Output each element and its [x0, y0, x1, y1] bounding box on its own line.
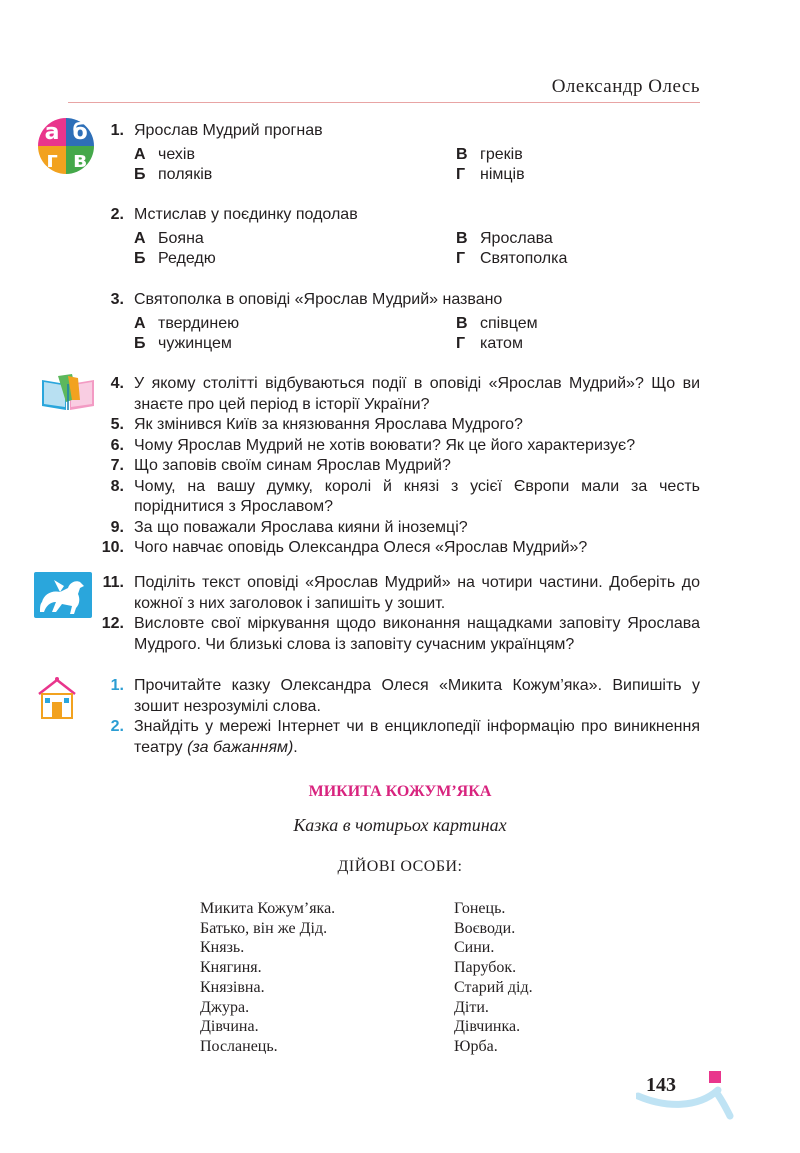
quiz-question [100, 205, 700, 269]
question-text: Ярослав Мудрий прогнав [134, 122, 323, 139]
letter-v-quadrant: в [66, 146, 94, 174]
cast-heading: ДІЙОВІ ОСОБИ: [337, 858, 463, 875]
list-item: 2. Знайдіть у мережі Інтернет чи в енциклопедії інформацію про виникнення театру (за бажанням). [110, 718, 700, 756]
list-item: 5. Як змінився Київ за князювання Ярослава Мудрого? [110, 416, 523, 433]
play-title: МИКИТА КОЖУМ’ЯКА [308, 783, 492, 800]
list-item: 9. За що поважали Ярослава кияни й іноземці? [110, 518, 468, 536]
answer-option: А чехів [134, 146, 195, 163]
cast-member: Дівчинка. [454, 1018, 521, 1036]
cast-member: Джура. [200, 998, 250, 1016]
answer-option: Г німців [456, 166, 525, 183]
page-header-author: Олександр Олесь [551, 76, 700, 97]
answer-option: Б чужинцем [134, 335, 232, 352]
question-text: Святополка в оповіді «Ярослав Мудрий» названо [134, 291, 503, 308]
answer-option: А Бояна [134, 230, 204, 247]
list-item: 11. Поділіть текст оповіді «Ярослав Мудрий» на чотири частини. Доберіть до кожної з них заголовок і запишіть у зошит. [102, 574, 700, 612]
creative-tasks [90, 573, 700, 655]
cast-member: Микита Кожум’яка. [200, 900, 336, 917]
page-number: 143 [646, 1074, 676, 1096]
answer-option: Б Редедю [134, 250, 216, 267]
list-item: 8. Чому, на вашу думку, королі й князі з усієї Європи мали за честь поріднитися з Ярославом? [110, 477, 700, 515]
open-book-icon [38, 372, 98, 412]
cast-list-left [200, 899, 335, 1057]
question-text: Мстислав у поєдинку подолав [134, 206, 358, 223]
answer-option: В Ярослава [456, 230, 553, 247]
answer-option: Г катом [456, 335, 523, 352]
list-item: 4. У якому столітті відбуваються події в оповіді «Ярослав Мудрий»? Що ви знаєте про цей період в історії України? [110, 375, 700, 413]
cast-member: Юрба. [454, 1037, 498, 1055]
cast-member: Діти. [454, 998, 489, 1016]
letter-a-quadrant: а [38, 118, 66, 146]
pegasus-icon [34, 572, 92, 618]
letter-g-quadrant: г [38, 146, 66, 174]
answer-option: В співцем [456, 315, 538, 332]
cast-member: Воєводи. [454, 919, 516, 937]
cast-member: Посланець. [200, 1037, 278, 1055]
quiz-question [100, 121, 700, 185]
house-icon [36, 676, 78, 722]
cast-member: Князівна. [200, 978, 265, 996]
question-number: 3. [110, 291, 124, 308]
list-item: 10. Чого навчає оповідь Олександра Олеся «Ярослав Мудрий»? [101, 539, 588, 556]
answer-option: А твердинею [134, 315, 240, 332]
question-number: 1. [110, 122, 124, 139]
letter-b-quadrant: б [66, 118, 94, 146]
cast-member: Парубок. [454, 959, 517, 977]
cast-member: Княгиня. [200, 959, 262, 977]
answer-option: Г Святополка [456, 250, 568, 267]
homework-tasks [90, 676, 700, 758]
cast-member: Гонець. [454, 900, 506, 917]
cast-member: Князь. [200, 939, 245, 957]
question-number: 2. [110, 206, 124, 223]
play-subtitle: Казка в чотирьох картинах [293, 815, 507, 835]
list-item: 6. Чому Ярослав Мудрий не хотів воювати? Як це його характеризує? [110, 436, 636, 454]
discussion-questions [90, 374, 700, 559]
answer-option: В греків [456, 146, 523, 163]
cast-member: Дівчина. [200, 1018, 259, 1036]
cast-member: Батько, він же Дід. [200, 919, 328, 937]
cast-list-right [454, 899, 533, 1057]
list-item: 12. Висловте свої міркування щодо виконання нащадками заповіту Ярослава Мудрого. Чи близькі слова із заповіту сучасним українцям? [101, 615, 700, 653]
cast-member: Старий дід. [454, 978, 533, 996]
header-divider [68, 102, 700, 103]
list-item: 1. Прочитайте казку Олександра Олеся «Микита Кожум’яка». Випишіть у зошит незрозумілі слова. [110, 677, 700, 715]
cast-member: Сини. [454, 939, 495, 957]
test-questions-icon [38, 118, 94, 174]
optional-note: (за бажанням) [187, 738, 294, 756]
answer-option: Б поляків [134, 166, 213, 183]
list-item: 7. Що заповів своїм синам Ярослав Мудрий? [110, 457, 451, 474]
quiz-question [100, 290, 700, 354]
